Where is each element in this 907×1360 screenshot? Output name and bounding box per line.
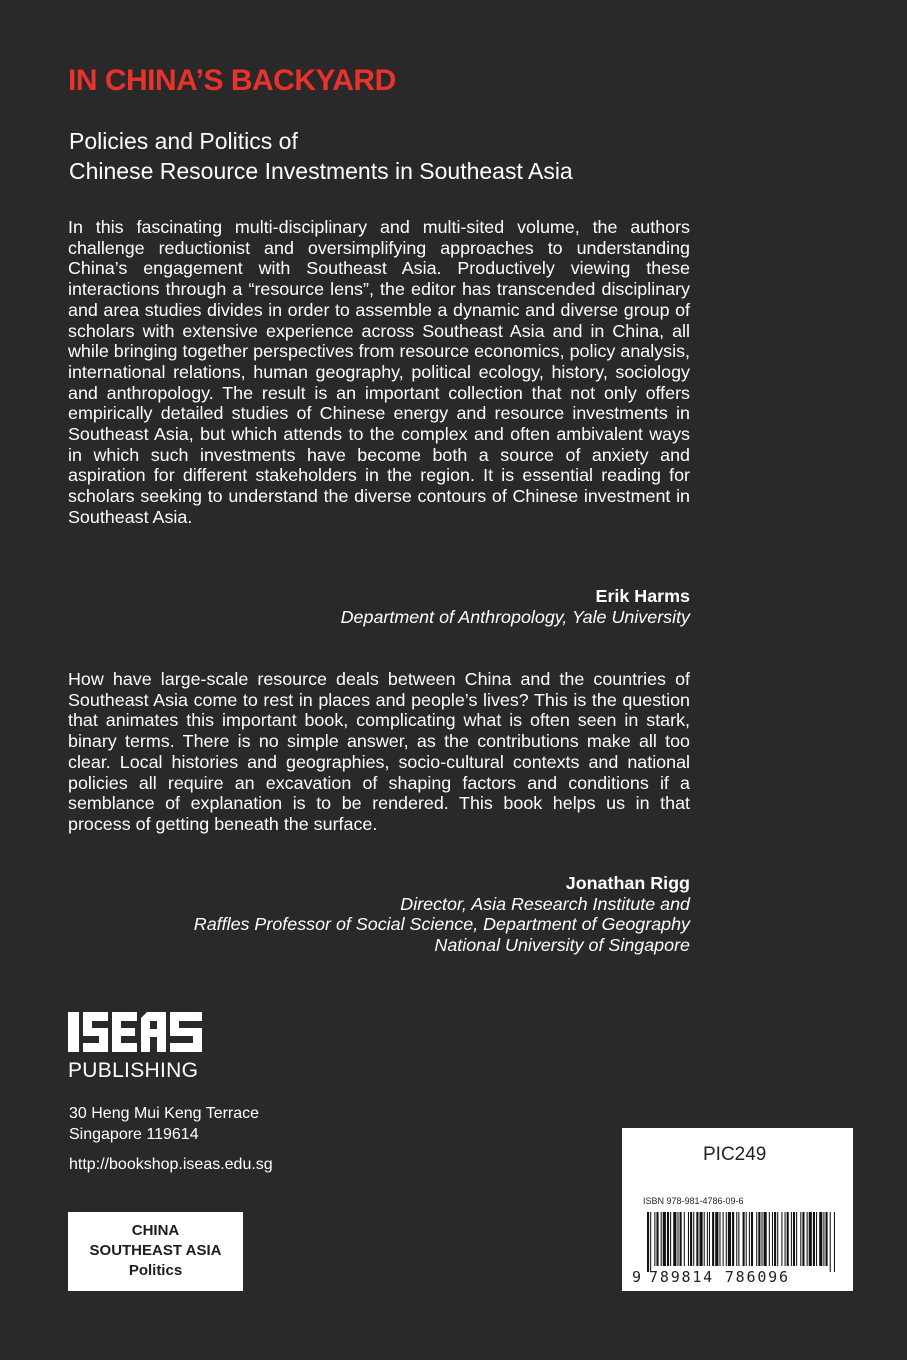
barcode-bar [688, 1212, 689, 1266]
category-line: SOUTHEAST ASIA [89, 1242, 222, 1259]
book-subtitle [69, 126, 573, 186]
barcode-bar [667, 1212, 669, 1266]
publisher-url[interactable]: http://bookshop.iseas.edu.sg [69, 1156, 273, 1173]
barcode-bar [656, 1212, 658, 1266]
barcode-bar [654, 1212, 655, 1266]
barcode-bar [743, 1212, 745, 1266]
barcode-bar [758, 1212, 760, 1266]
barcode-bar [769, 1212, 770, 1266]
barcode-bar [650, 1212, 651, 1272]
barcode-bar [802, 1212, 804, 1266]
barcode-box [622, 1128, 853, 1291]
barcode-bar [791, 1212, 792, 1266]
category-line: Politics [128, 1262, 183, 1279]
review-text: In this fascinating multi-disciplinary and multi-sited volume, the authors challenge reductionist and oversimplifying approaches to understanding China’s engagement with Southeast Asia. Productively viewing these interactions through a “resource lens”, the editor has transcended disciplinary and area studies divides in order to assemble a dynamic and diverse group of scholars with extensive experience across Southeast Asia and in China, all while bringing together perspectives from resource economics, policy analysis, international relations, human geography, political ecology, history, sociology and anthropology. The result is an important collection that not only offers empirically detailed studies of Chinese energy and resource investments in Southeast Asia, but which attends to the complex and often ambivalent ways in which such investments have become both a source of anxiety and aspiration for different stakeholders in the region. It is essential reading for scholars seeking to understand the diverse contours of Chinese investment in Southeast Asia. [68, 217, 690, 527]
barcode-bar [684, 1212, 685, 1266]
barcode-bar [690, 1212, 692, 1266]
barcode-bar [715, 1212, 718, 1266]
barcode-bar [823, 1212, 824, 1266]
barcode-bar [693, 1212, 694, 1266]
publisher-name: PUBLISHING [68, 1059, 199, 1082]
barcode-bar [777, 1212, 778, 1266]
category-box [68, 1212, 243, 1291]
barcode-bar [696, 1212, 698, 1266]
barcode-bar [728, 1212, 731, 1266]
barcode-bar [830, 1212, 831, 1272]
barcode-bar [793, 1212, 795, 1266]
product-code: PIC249 [703, 1144, 767, 1165]
barcode-bar [774, 1212, 776, 1266]
barcode-bar [709, 1212, 710, 1266]
barcode-bar [761, 1212, 762, 1266]
address-line: Singapore 119614 [69, 1126, 199, 1143]
barcode-bar [800, 1212, 801, 1266]
barcode-bar [785, 1212, 786, 1266]
review-attribution [341, 586, 690, 627]
barcode-bar [647, 1212, 649, 1272]
isbn-first-digit: 9 [632, 1268, 642, 1286]
barcode-bar [712, 1212, 714, 1266]
barcode-bar [813, 1212, 815, 1266]
barcode-icon [622, 1128, 853, 1291]
isbn-digits [632, 1268, 790, 1286]
barcode-bar [670, 1212, 671, 1266]
barcode-bar [746, 1212, 747, 1266]
barcode-bar [787, 1212, 789, 1266]
book-title: IN CHINA’S BACKYARD [68, 64, 396, 97]
reviewer-affiliation: National University of Singapore [434, 935, 690, 956]
barcode-bar [680, 1212, 682, 1266]
reviewer-affiliation: Raffles Professor of Social Science, Department of Geography [193, 914, 690, 935]
barcode-bar [826, 1212, 828, 1266]
publisher-address [69, 1103, 259, 1145]
reviewer-name: Erik Harms [595, 586, 690, 606]
barcode-bar [819, 1212, 822, 1266]
barcode-bar [719, 1212, 720, 1266]
barcode-bar [673, 1212, 676, 1266]
barcode-bar [816, 1212, 817, 1266]
iseas-logo [68, 1012, 204, 1052]
barcode-bar [764, 1212, 767, 1266]
category-line: CHINA [131, 1222, 180, 1239]
barcode-bar [772, 1212, 773, 1266]
barcode-bar [809, 1212, 812, 1266]
barcode-bar [726, 1212, 727, 1266]
barcode-bar [756, 1212, 757, 1266]
barcode-bar [677, 1212, 678, 1266]
barcode-bar [732, 1212, 734, 1266]
barcode-bar [736, 1212, 737, 1266]
barcode-bar [707, 1212, 708, 1266]
barcode-bar [807, 1212, 808, 1266]
isbn-barcode-digits: 789814 786096 [649, 1268, 790, 1286]
subtitle-line: Chinese Resource Investments in Southeast Asia [69, 158, 573, 184]
barcode-bar [749, 1212, 750, 1266]
barcode-bar [781, 1212, 782, 1266]
barcode-bar [704, 1212, 705, 1266]
barcode-bar [834, 1212, 835, 1272]
reviewer-name: Jonathan Rigg [565, 873, 690, 893]
barcode-bar [663, 1212, 666, 1266]
reviewer-affiliation: Director, Asia Research Institute and [400, 893, 690, 914]
barcode-bar [751, 1212, 753, 1266]
review-text: How have large-scale resource deals between China and the countries of Southeast Asia come to rest in places and people’s lives? This is the question that animates this important book, complicating what is often seen in stark, binary terms. There is no simple answer, as the contributions make all too clear. Local histories and geographies, socio-cultural contexts and national policies all require an excavation of shaping factors and conditions if a semblance of explanation is to be rendered. This book helps us in that process of getting beneath the surface. [68, 669, 690, 834]
isbn-label: ISBN 978-981-4786-09-6 [643, 1196, 744, 1206]
barcode-bar [796, 1212, 797, 1266]
barcode-bar [723, 1212, 724, 1266]
barcode-bar [738, 1212, 739, 1266]
reviewer-affiliation: Department of Anthropology, Yale University [340, 606, 690, 627]
address-line: 30 Heng Mui Keng Terrace [69, 1105, 260, 1122]
subtitle-line: Policies and Politics of [69, 128, 298, 154]
barcode-bar [700, 1212, 703, 1266]
barcode-bar [661, 1212, 662, 1266]
review-attribution [194, 873, 690, 956]
